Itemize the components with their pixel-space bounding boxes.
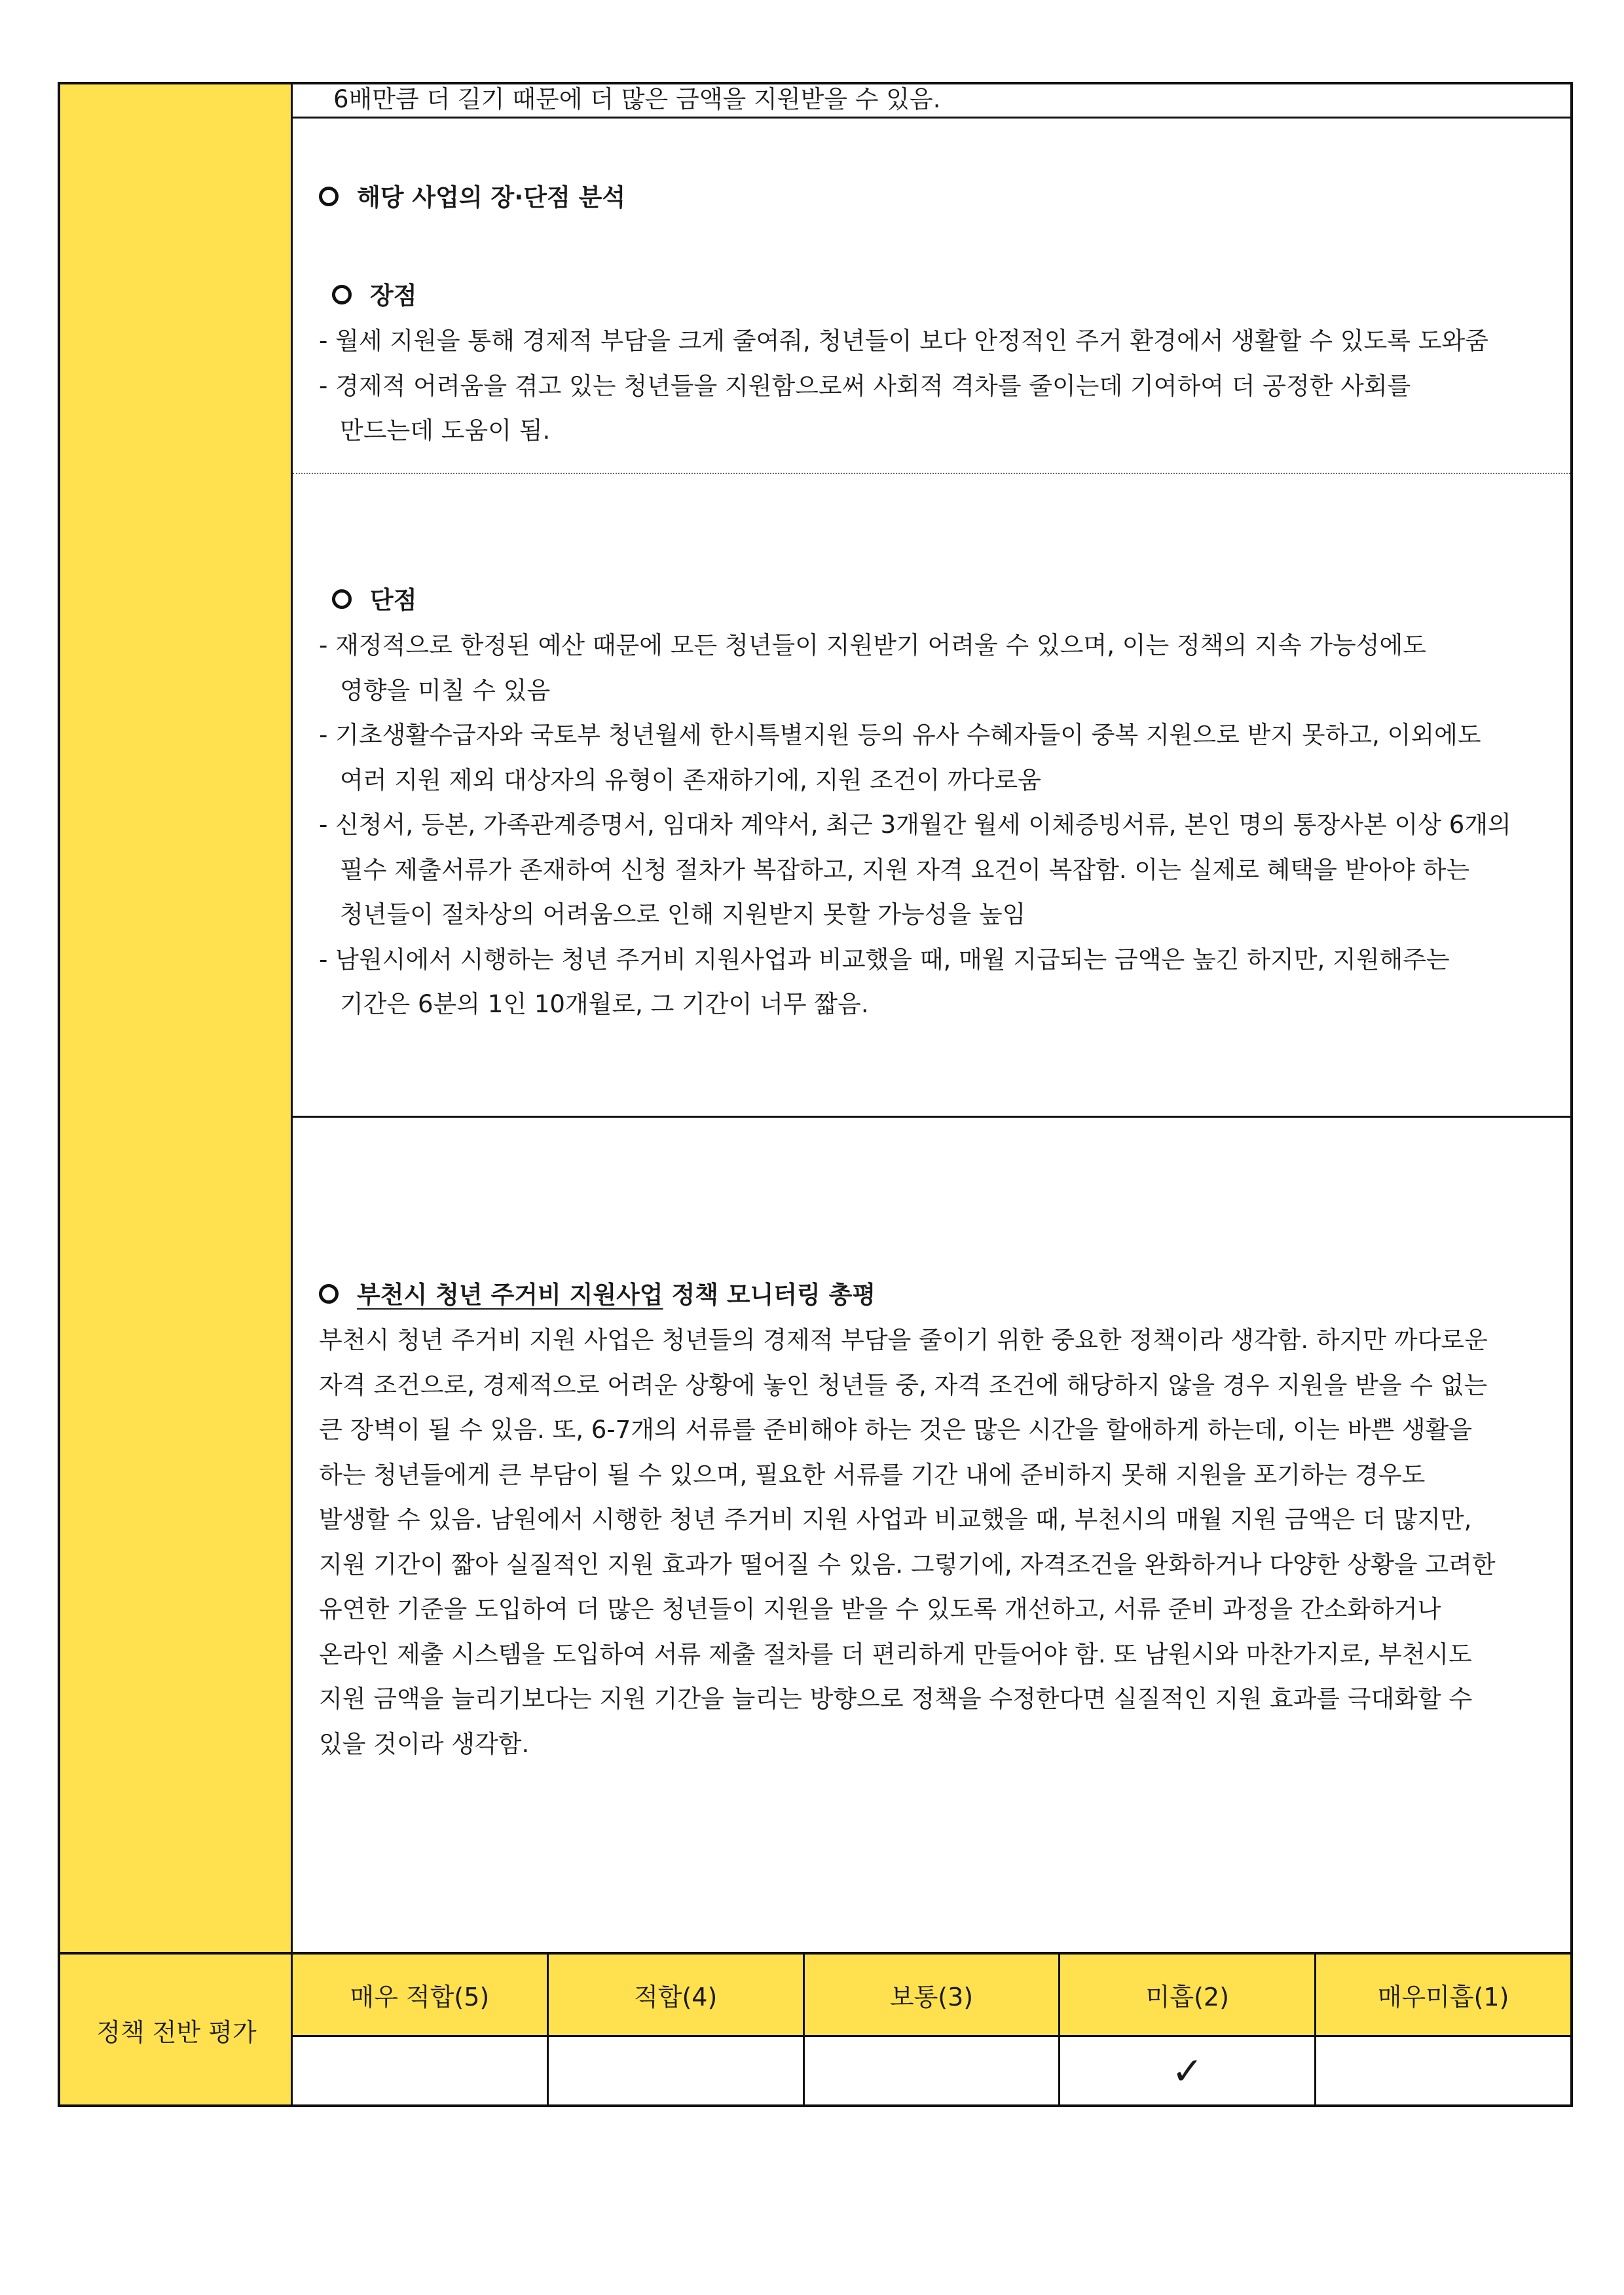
review-line: 유연한 기준을 도입하여 더 많은 청년들이 지원을 받을 수 있도록 개선하고, 서류 준비 과정을 간소화하거나 — [319, 1595, 1441, 1623]
cons-section — [293, 474, 1570, 1118]
list-item: - 기초생활수급자와 국토부 청년월세 한시특별지원 등의 유사 수혜자들이 중복 지원으로 받지 못하고, 이외에도 — [319, 721, 1481, 749]
rating-option-1: 매우미흡(1) — [1314, 1955, 1570, 2035]
review-line: 발생할 수 있음. 남원에서 시행한 청년 주거비 지원 사업과 비교했을 때, 부천시의 매월 지원 금액은 더 많지만, — [319, 1505, 1472, 1533]
report-frame — [58, 82, 1573, 2107]
review-line: 지원 기간이 짧아 실질적인 지원 효과가 떨어질 수 있음. 그렇기에, 자격조건을 완화하거나 다양한 상황을 고려한 — [319, 1550, 1496, 1579]
cons-title: 단점 — [319, 578, 1570, 623]
list-item: 만드는데 도움이 됨. — [340, 416, 551, 445]
evaluation-mark-row — [293, 2037, 1570, 2104]
list-item: - 경제적 어려움을 겪고 있는 청년들을 지원함으로써 사회적 격차를 줄이는데 기여하여 더 공정한 사회를 — [319, 371, 1411, 400]
list-item: 기간은 6분의 1인 10개월로, 그 기간이 너무 짧음. — [340, 990, 869, 1018]
review-line: 큰 장벽이 될 수 있음. 또, 6-7개의 서류를 준비해야 하는 것은 많은 시간을 할애하게 하는데, 이는 바쁜 생활을 — [319, 1416, 1473, 1444]
top-line: 6배만큼 더 길기 때문에 더 많은 금액을 지원받을 수 있음. — [333, 85, 941, 113]
list-item: 필수 제출서류가 존재하여 신청 절차가 복잡하고, 지원 자격 요건이 복잡함. 이는 실제로 혜택을 받아야 하는 — [340, 855, 1470, 884]
check-mark-icon: ✓ — [1171, 2048, 1204, 2093]
review-heading: 부천시 청년 주거비 지원사업 정책 모니터링 총평 — [319, 1272, 1570, 1318]
review-line: 온라인 제출 시스템을 도입하여 서류 제출 절차를 더 편리하게 만들어야 함. 또 남원시와 마찬가지로, 부천시도 — [319, 1640, 1472, 1668]
top-line-section — [293, 84, 1570, 119]
review-line: 자격 조건으로, 경제적으로 어려운 상황에 놓인 청년들 중, 자격 조건에 해당하지 않을 경우 지원을 받을 수 없는 — [319, 1370, 1488, 1399]
evaluation-label: 정책 전반 평가 — [60, 1952, 293, 2106]
rating-cell-1[interactable] — [1314, 2037, 1570, 2104]
review-body — [319, 1318, 1570, 1767]
list-item: - 재정적으로 한정된 예산 때문에 모든 청년들이 지원받기 어려울 수 있으며, 이는 정책의 지속 가능성에도 — [319, 631, 1426, 659]
list-item: 영향을 미칠 수 있음 — [340, 676, 551, 705]
pros-section — [293, 119, 1570, 474]
evaluation-header-row — [293, 1952, 1570, 2037]
pros-title: 장점 — [319, 273, 1570, 319]
circle-bullet-icon — [319, 1284, 339, 1304]
rating-cell-2[interactable] — [1058, 2037, 1314, 2104]
rating-cell-5[interactable] — [293, 2037, 547, 2104]
list-item: - 신청서, 등본, 가족관계증명서, 임대차 계약서, 최근 3개월간 월세 이체증빙서류, 본인 명의 통장사본 이상 6개의 — [319, 811, 1511, 839]
list-item: - 남원시에서 시행하는 청년 주거비 지원사업과 비교했을 때, 매월 지급되는 금액은 높긴 하지만, 지원해주는 — [319, 945, 1450, 974]
list-item: - 월세 지원을 통해 경제적 부담을 크게 줄여줘, 청년들이 보다 안정적인 주거 환경에서 생활할 수 있도록 도와줌 — [319, 327, 1488, 355]
review-line: 부천시 청년 주거비 지원 사업은 청년들의 경제적 부담을 줄이기 위한 중요한 정책이라 생각함. 하지만 까다로운 — [319, 1326, 1488, 1354]
review-line: 지원 금액을 늘리기보다는 지원 기간을 늘리는 방향으로 정책을 수정한다면 실질적인 지원 효과를 극대화할 수 — [319, 1685, 1473, 1713]
list-item: 청년들이 절차상의 어려움으로 인해 지원받지 못할 가능성을 높임 — [340, 900, 1026, 928]
circle-bullet-icon — [332, 285, 352, 304]
rating-option-2: 미흡(2) — [1058, 1955, 1314, 2035]
rating-cell-4[interactable] — [547, 2037, 803, 2104]
circle-bullet-icon — [332, 589, 352, 609]
rating-option-3: 보통(3) — [803, 1955, 1059, 2035]
cons-list — [319, 623, 1570, 1027]
analysis-heading: 해당 사업의 장·단점 분석 — [319, 175, 1570, 221]
rating-option-5: 매우 적합(5) — [350, 1983, 490, 2011]
rating-cell-3[interactable] — [803, 2037, 1059, 2104]
review-section — [293, 1118, 1570, 1952]
circle-bullet-icon — [319, 187, 339, 206]
rating-option-4: 적합(4) — [547, 1955, 803, 2035]
review-line: 있을 것이라 생각함. — [319, 1729, 530, 1758]
review-line: 하는 청년들에게 큰 부담이 될 수 있으며, 필요한 서류를 기간 내에 준비하지 못해 지원을 포기하는 경우도 — [319, 1460, 1426, 1489]
list-item: 여러 지원 제외 대상자의 유형이 존재하기에, 지원 조건이 까다로움 — [340, 765, 1041, 794]
evaluation-grid — [293, 1952, 1570, 2104]
sidebar-column — [60, 84, 293, 2104]
pros-list — [319, 319, 1570, 454]
